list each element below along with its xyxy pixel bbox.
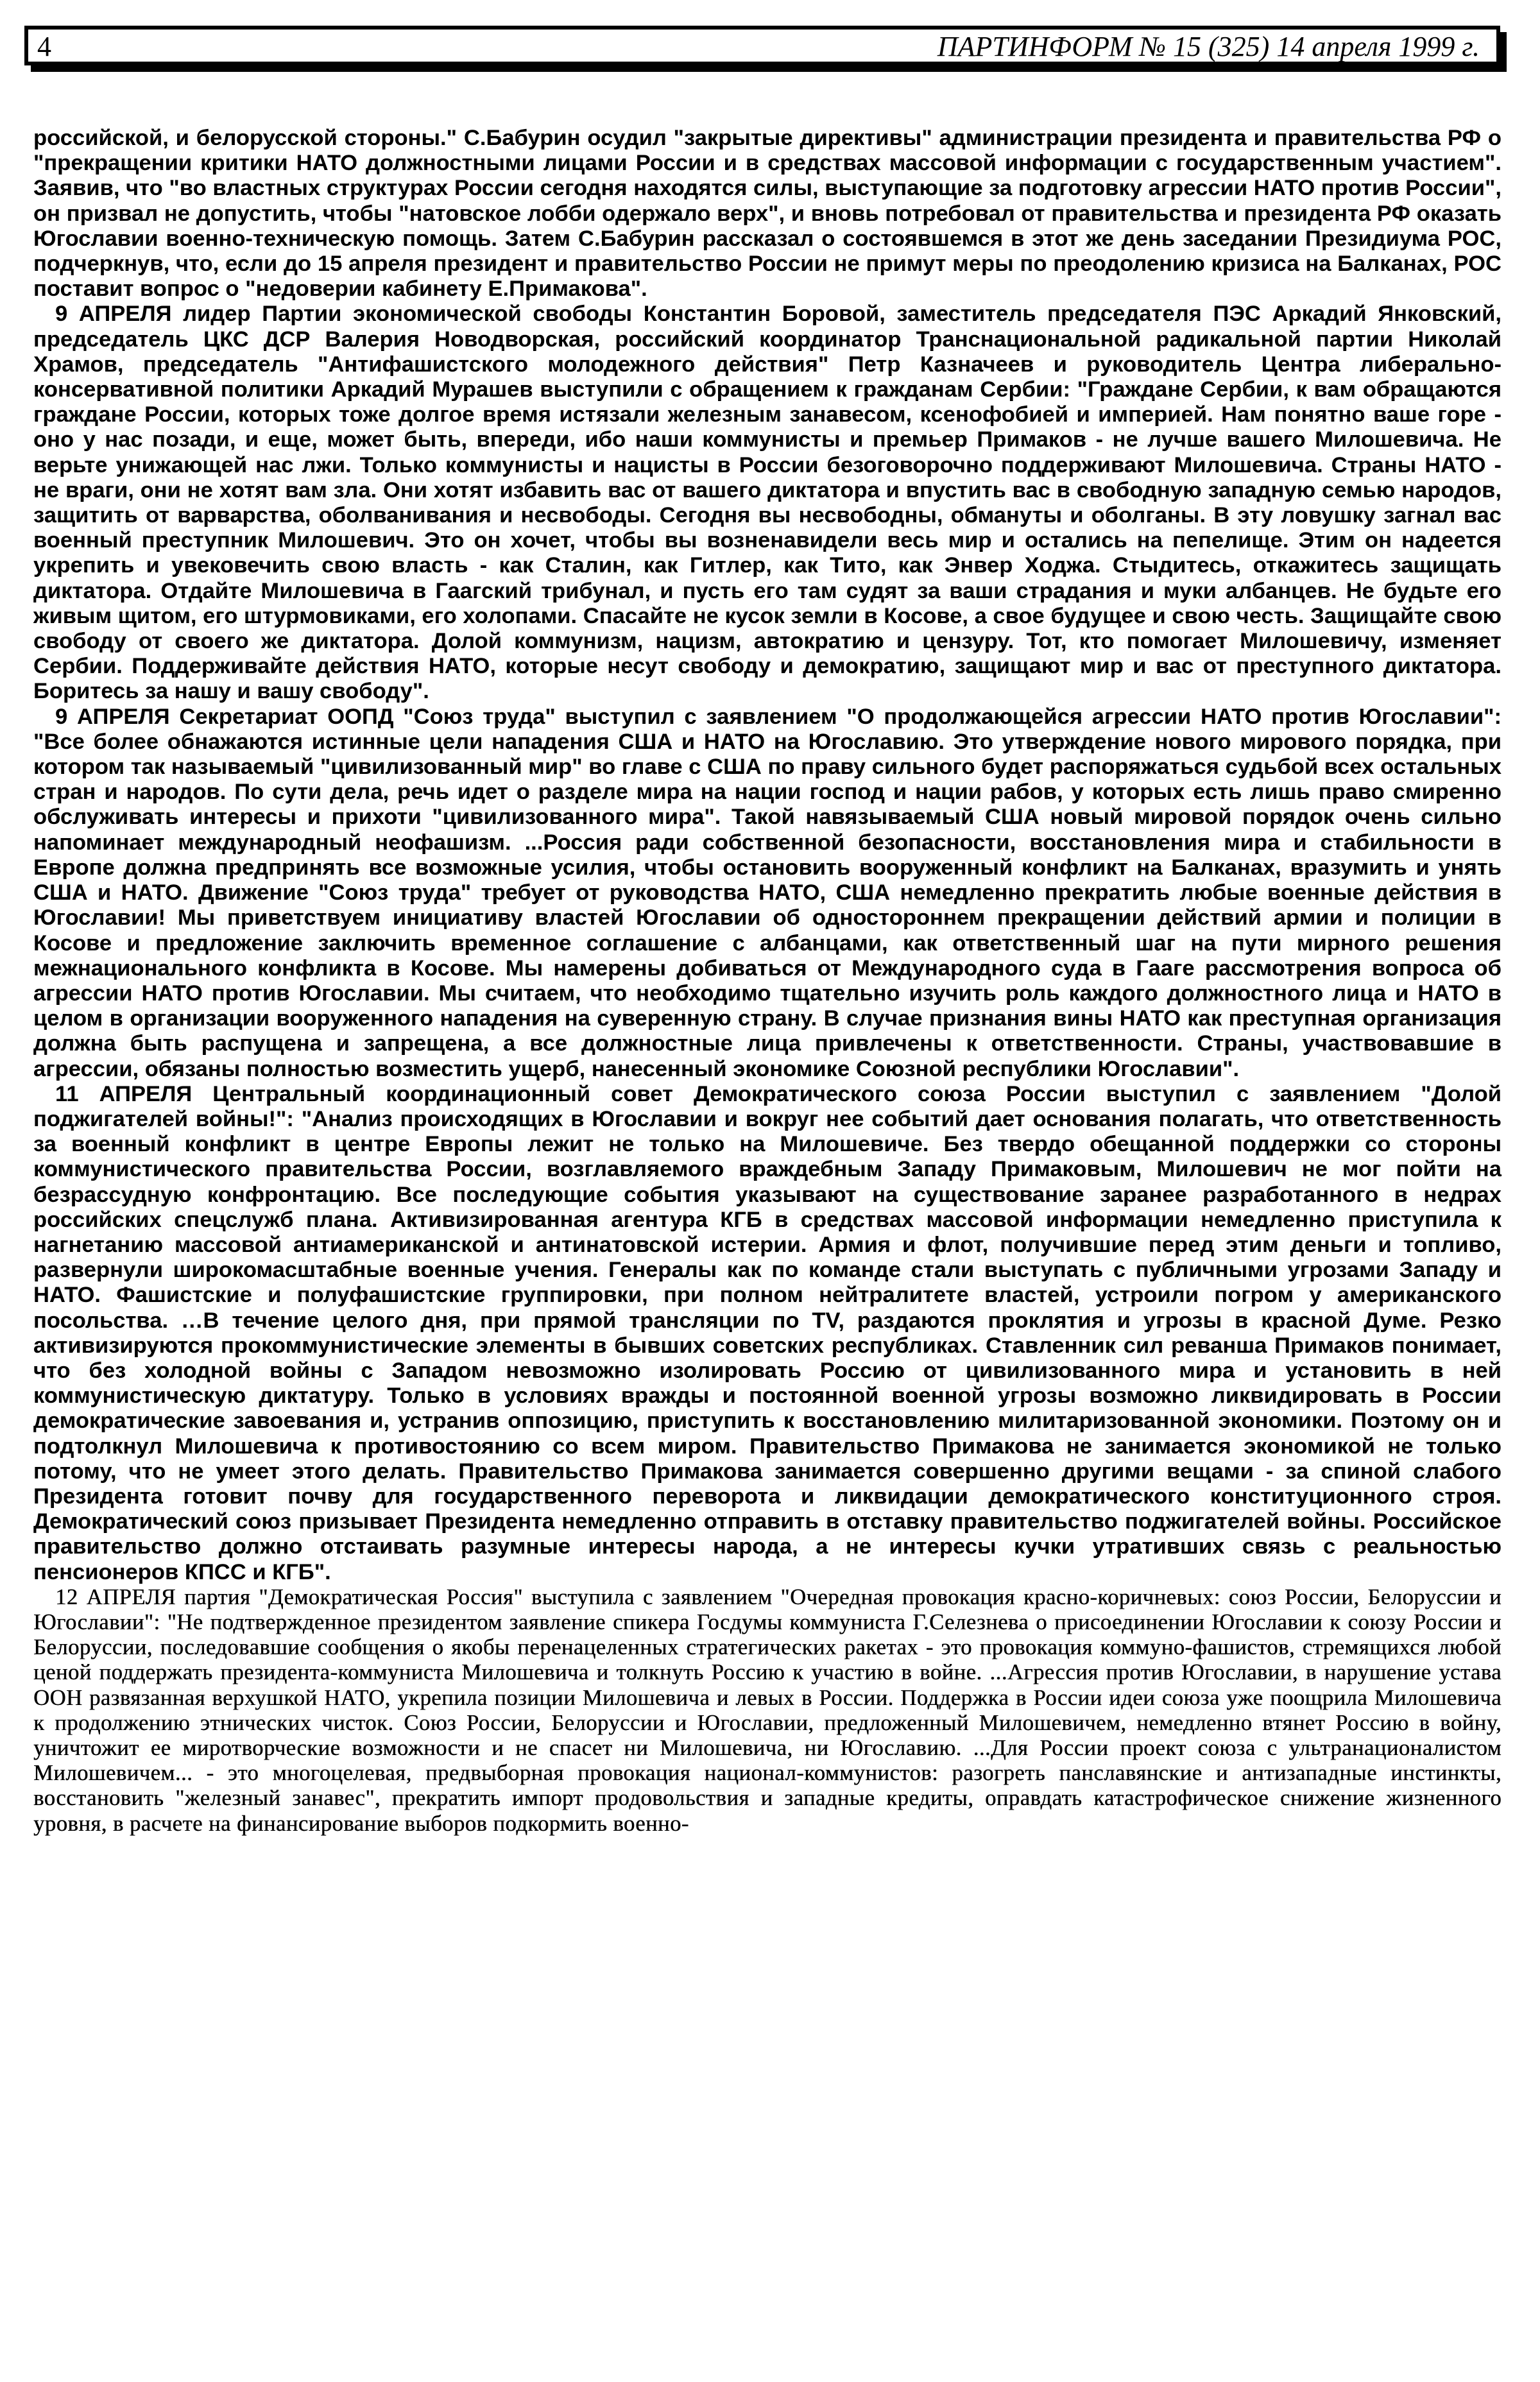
article-body — [33, 126, 1502, 1837]
paragraph-april-11-demsoyuz: 11 АПРЕЛЯ Центральный координационный совет Демократического союза России выступил с заявлением "Долой поджигателей войны!": "Анализ происходящих в Югославии и вокруг нее событий дает основания полагать, что ответственность за военный конфликт в центре Европы лежит не только на Милошевиче. Без твердо обещанной поддержки со стороны коммунистического правительства России, возглавляемого враждебным Западу Примаковым, Милошевич не мог пойти на безрассудную конфронтацию. Все последующие события указывают на существование заранее разработанного в недрах российских спецслужб плана. Активизированная агентура КГБ в средствах массовой информации немедленно приступила к нагнетанию массовой антиамериканской и антинатовской истерии. Армия и флот, получившие перед этим деньги и топливо, развернули широкомасштабные военные учения. Генералы как по команде стали выступать с публичными угрозами Западу и НАТО. Фашистские и полуфашистские группировки, при полном нейтралитете властей, устроили погром у американского посольства. …В течение целого дня, при прямой трансляции по TV, раздаются проклятия и угрозы в красной Думе. Резко активизируются прокоммунистические элементы в бывших советских республиках. Ставленник сил реванша Примаков понимает, что без холодной войны с Западом невозможно изолировать Россию от цивилизованного мира и установить в ней коммунистическую диктатуру. Только в условиях вражды и постоянной военной угрозы возможно ликвидировать в России демократические завоевания и, устранив оппозицию, приступить к восстановлению милитаризованной экономики. Поэтому он и подтолкнул Милошевича к противостоянию со всем миром. Правительство Примакова не занимается экономикой не только потому, что не умеет этого делать. Правительство Примакова занимается совершенно другими вещами - за спиной слабого Президента готовит почву для государственного переворота и ликвидации демократического конституционного строя. Демократический союз призывает Президента немедленно отправить в отставку правительство поджигателей войны. Российское правительство должно отстаивать разумные интересы народа, а не интересы кучки утративших связь с реальностью пенсионеров КПСС и КГБ". — [33, 1081, 1502, 1584]
page-number: 4 — [37, 31, 51, 62]
page-header — [24, 26, 1500, 65]
paragraph-baburin-continued: российской, и белорусской стороны." С.Бабурин осудил "закрытые директивы" администрации президента и правительства РФ о "прекращении критики НАТО должностными лицами России и в средствах массовой информации с государственным участием". Заявив, что "во властных структурах России сегодня находятся силы, выступающие за подготовку агрессии НАТО против России", он призвал не допустить, чтобы "натовское лобби одержало верх", и вновь потребовал от правительства и президента РФ оказать Югославии военно-техническую помощь. Затем С.Бабурин рассказал о состоявшемся в этот же день заседании Президиума РОС, подчеркнув, что, если до 15 апреля президент и правительство России не примут меры по преодолению кризиса на Балканах, РОС поставит вопрос о "недоверии кабинету Е.Примакова". — [33, 126, 1502, 302]
paragraph-april-12-demrossiya: 12 АПРЕЛЯ партия "Демократическая Россия" выступила с заявлением "Очередная провокация красно-коричневых: союз России, Белоруссии и Югославии": "Не подтвержденное президентом заявление спикера Госдумы коммуниста Г.Селезнева о присоединении Югославии к союзу России и Белоруссии, последовавшие сообщения о якобы перенацеленных стратегических ракетах - это провокация коммуно-фашистов, стремящихся любой ценой поддержать президента-коммуниста Милошевича и толкнуть Россию к участию в войне. ...Агрессия против Югославии, в нарушение устава ООН развязанная верхушкой НАТО, укрепила позиции Милошевича и левых в России. Поддержка в России идеи союза уже поощрила Милошевича к продолжению этнических чисток. Союз России, Белоруссии и Югославии, предложенный Милошевичем, немедленно втянет Россию в войну, уничтожит ее миротворческие возможности и не спасет ни Милошевича, ни Югославию. ...Для России проект союза с ультранационалистом Милошевичем... - это многоцелевая, предвыборная провокация национал-коммунистов: разогреть панславянские и антизападные инстинкты, восстановить "железный занавес", прекратить импорт продовольствия и западные кредиты, оправдать катастрофическое снижение жизненного уровня, в расчете на финансирование выборов подкормить военно- — [33, 1584, 1502, 1836]
issue-title: ПАРТИНФОРМ № 15 (325) 14 апреля 1999 г. — [937, 31, 1480, 62]
paragraph-april-9-soyuz-truda: 9 АПРЕЛЯ Секретариат ООПД "Союз труда" выступил с заявлением "О продолжающейся агрессии НАТО против Югославии": "Все более обнажаются истинные цели нападения США и НАТО на Югославию. Это утверждение нового мирового порядка, при котором так называемый "цивилизованный мир" во главе с США по праву сильного будет распоряжаться судьбой всех остальных стран и народов. По сути дела, речь идет о разделе мира на нации господ и нации рабов, у которых есть лишь право смиренно обслуживать интересы и прихоти "цивилизованного мира". Такой навязываемый США новый мировой порядок очень сильно напоминает международный неофашизм. ...Россия ради собственной безопасности, восстановления мира и стабильности в Европе должна предпринять все возможные усилия, чтобы остановить вооруженный конфликт на Балканах, вразумить и унять США и НАТО. Движение "Союз труда" требует от руководства НАТО, США немедленно прекратить любые военные действия в Югославии! Мы приветствуем инициативу властей Югославии об одностороннем прекращении действий армии и полиции в Косове и предложение заключить временное соглашение с албанцами, как ответственный шаг на пути мирного решения межнационального конфликта в Косове. Мы намерены добиваться от Международного суда в Гааге рассмотрения вопроса об агрессии НАТО против Югославии. Мы считаем, что необходимо тщательно изучить роль каждого должностного лица и НАТО в целом в организации вооруженного нападения на суверенную страну. В случае признания вины НАТО как преступная организация должна быть распущена и запрещена, а все должностные лица привлечены к ответственности. Страны, участвовавшие в агрессии, обязаны полностью возместить ущерб, нанесенный экономике Союзной республики Югославии". — [33, 704, 1502, 1081]
paragraph-april-9-pes-appeal: 9 АПРЕЛЯ лидер Партии экономической свободы Константин Боровой, заместитель председателя ПЭС Аркадий Янковский, председатель ЦКС ДСР Валерия Новодворская, российский координатор Транснациональной радикальной партии Николай Храмов, председатель "Антифашистского молодежного действия" Петр Казначеев и руководитель Центра либерально-консервативной политики Аркадий Мурашев выступили с обращением к гражданам Сербии: "Граждане Сербии, к вам обращаются граждане России, которых тоже долгое время истязали железным занавесом, ксенофобией и империей. Нам понятно ваше горе - оно у нас позади, и еще, может быть, впереди, ибо наши коммунисты и премьер Примаков - не лучше вашего Милошевича. Не верьте унижающей нас лжи. Только коммунисты и нацисты в России безоговорочно поддерживают Милошевича. Страны НАТО - не враги, они не хотят вам зла. Они хотят избавить вас от вашего диктатора и впустить вас в свободную западную семью народов, защитить от варварства, оболванивания и несвободы. Сегодня вы несвободны, обмануты и оболганы. В эту ловушку загнал вас военный преступник Милошевич. Это он хочет, чтобы вы возненавидели весь мир и остались на пепелище. Этим он надеется укрепить и увековечить свою власть - как Сталин, как Гитлер, как Тито, как Энвер Ходжа. Стыдитесь, откажитесь защищать диктатора. Отдайте Милошевича в Гаагский трибунал, и пусть его там судят за ваши страдания и муки албанцев. Не будьте его живым щитом, его штурмовиками, его холопами. Спасайте не кусок земли в Косове, а свое будущее и свою честь. Защищайте свою свободу от своего же диктатора. Долой коммунизм, нацизм, автократию и цензуру. Тот, кто помогает Милошевичу, изменяет Сербии. Поддерживайте действия НАТО, которые несут свободу и демократию, защищают мир и вас от преступного диктатора. Боритесь за нашу и вашу свободу". — [33, 302, 1502, 704]
